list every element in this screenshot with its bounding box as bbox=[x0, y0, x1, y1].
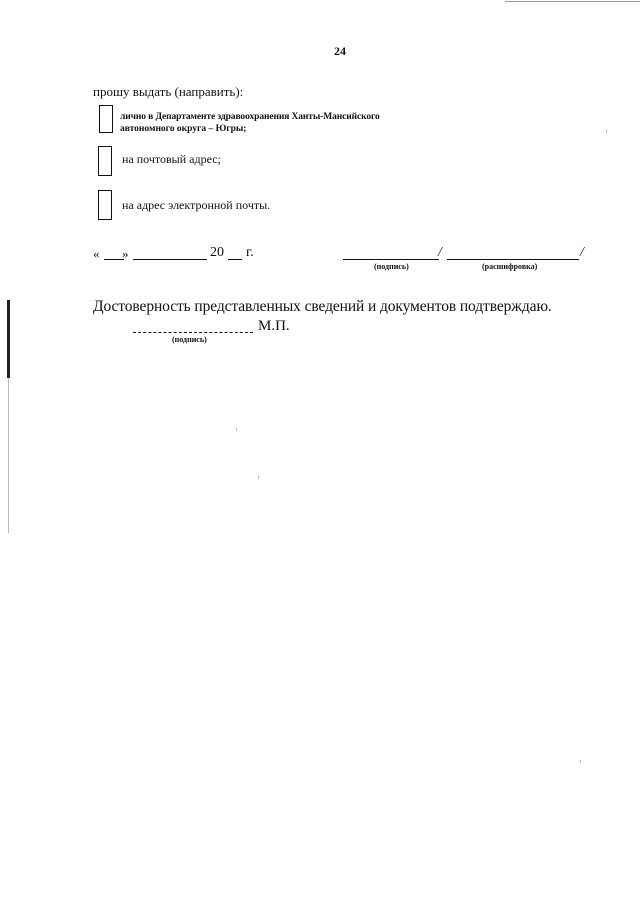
date-month-field[interactable] bbox=[133, 259, 207, 260]
signature-caption: (подпись) bbox=[374, 262, 409, 271]
request-intro: прошу выдать (направить): bbox=[93, 84, 244, 99]
checkbox-email[interactable] bbox=[98, 190, 112, 220]
signature-field[interactable] bbox=[343, 259, 439, 260]
signature-decode-field[interactable] bbox=[447, 259, 579, 260]
signature-end-slash: / bbox=[580, 245, 584, 260]
scan-speck bbox=[258, 476, 259, 479]
checkbox-postal[interactable] bbox=[98, 146, 112, 176]
option-email: на адрес электронной почты. bbox=[122, 198, 271, 212]
scan-margin-bar bbox=[7, 300, 10, 378]
option-in-person-line2: автономного округа – Югры; bbox=[120, 124, 247, 134]
confirmation-statement: Достоверность представленных сведений и документов подтверждаю. bbox=[93, 298, 552, 315]
stamp-signature-caption: (подпись) bbox=[172, 335, 207, 344]
option-in-person-line1: лично в Департаменте здравоохранения Ханты-Мансийского bbox=[120, 112, 380, 122]
scan-speck bbox=[606, 130, 607, 133]
stamp-label: М.П. bbox=[258, 318, 290, 334]
signature-slash: / bbox=[438, 245, 442, 260]
date-year-field[interactable] bbox=[228, 259, 242, 260]
scan-speck bbox=[236, 428, 237, 431]
option-postal: на почтовый адрес; bbox=[122, 152, 221, 166]
stamp-signature-field[interactable] bbox=[133, 332, 253, 333]
page-number: 24 bbox=[334, 44, 346, 58]
top-scan-rule bbox=[505, 1, 640, 2]
date-open-quote: « bbox=[93, 246, 100, 261]
date-close-quote: » bbox=[122, 246, 129, 261]
date-year-suffix: г. bbox=[246, 245, 254, 260]
scan-margin-line bbox=[8, 378, 9, 533]
checkbox-in-person[interactable] bbox=[99, 105, 113, 133]
date-day-field[interactable] bbox=[104, 259, 124, 260]
date-year-prefix: 20 bbox=[210, 245, 224, 260]
signature-decode-caption: (расшифровка) bbox=[482, 262, 538, 271]
scan-speck bbox=[580, 760, 581, 763]
